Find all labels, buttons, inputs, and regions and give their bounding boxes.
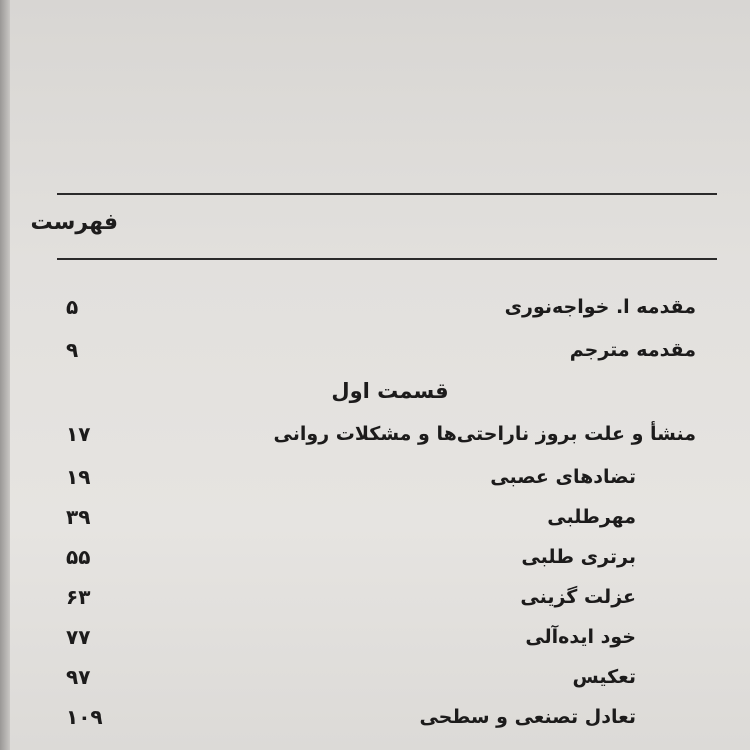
book-page [10,0,750,750]
toc-item [66,580,696,614]
toc-entry [66,333,696,367]
toc-chapter [66,417,696,451]
toc-item [66,700,696,734]
toc-item-title: خود ایده‌آلی [525,626,636,648]
toc-page-number: ۳۹ [66,505,91,529]
toc-page-number: ۱۹ [66,465,91,489]
toc-item [66,460,696,494]
toc-item-title: تعادل تصنعی و سطحی [419,706,636,728]
toc-chapter-title: منشأ و علت بروز ناراحتی‌ها و مشکلات روانی [273,423,696,445]
toc-item [66,660,696,694]
toc-section-title: قسمت اول [331,379,449,403]
toc-heading: فهرست [30,210,118,235]
toc-entry-title: مقدمه ا. خواجه‌نوری [504,296,696,318]
toc-entry [66,290,696,324]
toc-item-title: برتری طلبی [521,546,636,568]
toc-page-number: ۷۷ [66,625,91,649]
toc-page-number: ۵ [66,295,79,319]
toc-item-title: عزلت گزینی [520,586,636,608]
toc-page-number: ۱۷ [66,422,91,446]
toc-item-title: تعکیس [572,666,636,688]
toc-item-title: مهرطلبی [547,506,636,528]
toc-page-number: ۵۵ [66,545,91,569]
toc-page-number: ۹ [66,338,79,362]
toc-item [66,620,696,654]
heading-rule-bottom [57,258,717,260]
toc-page-number: ۶۳ [66,585,91,609]
page-edge-shadow [0,0,10,750]
heading-rule-top [57,193,717,195]
toc-item [66,500,696,534]
toc-item [66,540,696,574]
toc-entry-title: مقدمه مترجم [569,339,696,361]
toc-page-number: ۹۷ [66,665,91,689]
toc-page-number: ۱۰۹ [66,705,103,729]
toc-item-title: تضادهای عصبی [490,466,636,488]
